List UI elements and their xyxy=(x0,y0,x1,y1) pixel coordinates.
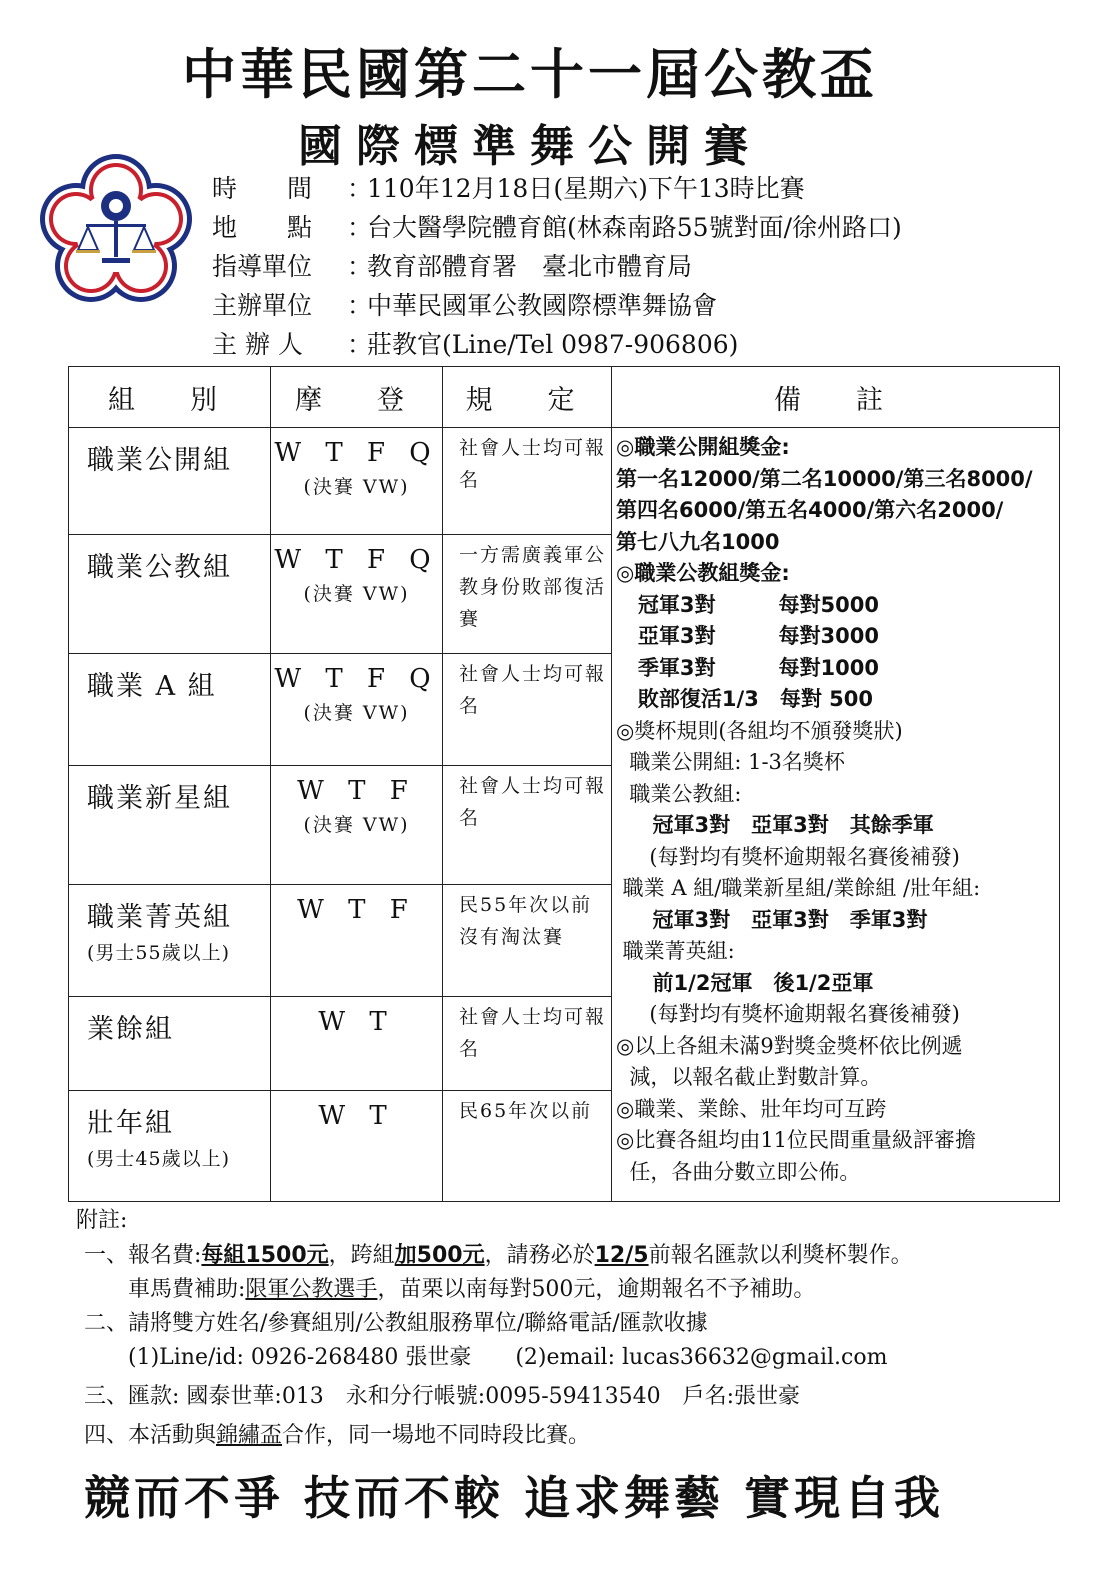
footer-line-subsidy xyxy=(84,1279,815,1301)
fee-deadline: 12/5 xyxy=(594,1243,649,1268)
coop-suffix: 合作，同一場地不同時段比賽。 xyxy=(282,1423,591,1448)
rule-cell: 社會人士均可報名 xyxy=(443,653,612,765)
header-rule: 規 定 xyxy=(443,367,612,428)
note-line: 任，各曲分數立即公佈。 xyxy=(616,1159,861,1184)
table-header-row xyxy=(69,367,1060,428)
group-name: 壯年組 xyxy=(87,1107,174,1139)
info-host xyxy=(212,332,738,357)
group-name: 職業公開組 xyxy=(87,445,232,477)
note-line: 職業菁英組: xyxy=(616,939,735,964)
footer-line-remit: 三、匯款: 國泰世華:013 永和分行帳號:0095-59413540 戶名:張世豪 xyxy=(84,1384,801,1409)
note-line: ◎比賽各組均由11位民間重量級評審擔 xyxy=(616,1128,977,1153)
rule-cell: 民65年次以前 xyxy=(443,1090,612,1201)
info-guidance xyxy=(212,254,692,279)
info-time-sep: ： xyxy=(347,174,373,203)
rule-cell: 社會人士均可報名 xyxy=(443,997,612,1090)
note-line: 職業 A 組/職業新星組/業餘組 /壯年組: xyxy=(616,876,981,901)
info-organizer xyxy=(212,293,717,318)
group-cell xyxy=(69,653,271,765)
group-name: 職業菁英組 xyxy=(87,902,232,934)
note-line: ◎獎杯規則(各組均不頒發獎狀) xyxy=(616,718,903,743)
note-line: (每對均有獎杯逾期報名賽後補發) xyxy=(616,844,960,869)
group-cell xyxy=(69,1090,271,1201)
fee-extra: 加500元 xyxy=(394,1243,485,1268)
note-line: ◎以上各組未滿9對獎金獎杯依比例遞 xyxy=(616,1033,963,1058)
group-name: 職業公教組 xyxy=(87,552,232,584)
document-title: 中華民國第二十一屆公教盃 xyxy=(182,43,878,106)
rule-cell: 社會人士均可報名 xyxy=(443,765,612,884)
fee-mid2: ，請務必於 xyxy=(484,1243,595,1268)
info-location-label: 地 點 xyxy=(212,213,313,242)
note-line: ◎職業公教組獎金: xyxy=(616,561,790,586)
group-cell xyxy=(69,885,271,997)
note-line: 前1/2冠軍 後1/2亞軍 xyxy=(616,970,874,995)
footer-line-coop xyxy=(84,1425,590,1447)
note-line: 第一名12000/第二名10000/第三名8000/ xyxy=(616,466,1033,491)
info-guidance-label: 指導單位 xyxy=(212,252,313,281)
dance-cell xyxy=(271,1090,443,1201)
note-line: 季軍3對 每對1000 xyxy=(616,655,879,680)
footer-line-submit: 二、請將雙方姓名/參賽組別/公教組服務單位/聯絡電話/匯款收據 xyxy=(84,1311,708,1336)
info-location xyxy=(212,215,902,240)
dance-list: W T F xyxy=(297,895,416,926)
fee-prefix: 一、報名費: xyxy=(84,1243,202,1268)
info-location-value: 台大醫學院體育館(林森南路55號對面/徐州路口) xyxy=(367,213,902,242)
note-line: 職業公教組: xyxy=(616,781,742,806)
coop-prefix: 四、本活動與 xyxy=(84,1423,217,1448)
group-age: (男士45歲以上) xyxy=(87,1147,231,1170)
dance-list: W T xyxy=(318,1100,395,1131)
dance-final: (決賽 VW) xyxy=(303,583,410,606)
info-location-sep: ： xyxy=(347,213,373,242)
info-time xyxy=(212,176,805,201)
footer-line-fee xyxy=(84,1245,913,1267)
group-cell xyxy=(69,535,271,653)
dance-list: W T F Q xyxy=(274,545,439,576)
group-cell xyxy=(69,997,271,1090)
info-organizer-sep: ： xyxy=(347,291,373,320)
footer-line-contact: (1)Line/id: 0926-268480 張世豪 (2)email: lucas36632@gmail.com xyxy=(84,1345,888,1370)
group-cell xyxy=(69,765,271,884)
subsidy-limit: 限軍公教選手 xyxy=(245,1277,378,1302)
emblem-logo xyxy=(38,152,194,308)
group-name: 職業 A 組 xyxy=(87,670,217,702)
competition-table xyxy=(68,366,1060,1202)
dance-list: W T F Q xyxy=(274,663,439,694)
rule-cell: 社會人士均可報名 xyxy=(443,428,612,535)
dance-list: W T F xyxy=(297,775,416,806)
rule-cell: 民55年次以前沒有淘汰賽 xyxy=(443,885,612,997)
note-line: 第七八九名1000 xyxy=(616,529,780,554)
group-name: 業餘組 xyxy=(87,1014,174,1046)
header-group: 組 別 xyxy=(69,367,271,428)
info-guidance-sep: ： xyxy=(347,252,373,281)
info-host-label: 主 辦 人 xyxy=(212,330,303,359)
info-guidance-value: 教育部體育署 臺北市體育局 xyxy=(367,252,693,281)
dance-cell xyxy=(271,885,443,997)
dance-cell xyxy=(271,428,443,535)
info-organizer-value: 中華民國軍公教國際標準舞協會 xyxy=(367,291,718,320)
fee-mid: ，跨組 xyxy=(328,1243,395,1268)
note-line: 亞軍3對 每對3000 xyxy=(616,624,879,649)
info-host-sep: ： xyxy=(347,330,373,359)
header-modern: 摩 登 xyxy=(271,367,443,428)
note-line: 減，以報名截止對數計算。 xyxy=(616,1065,882,1090)
dance-cell xyxy=(271,997,443,1090)
coop-partner: 錦繡盃 xyxy=(216,1423,283,1448)
dance-cell xyxy=(271,535,443,653)
fee-suffix: 前報名匯款以利獎杯製作。 xyxy=(648,1243,913,1268)
info-host-value: 莊教官(Line/Tel 0987-906806) xyxy=(367,330,739,359)
note-line: (每對均有獎杯逾期報名賽後補發) xyxy=(616,1002,960,1027)
notes-cell xyxy=(612,428,1060,1202)
dance-final: (決賽 VW) xyxy=(303,701,410,724)
subsidy-suffix: ，苗栗以南每對500元，逾期報名不予補助。 xyxy=(377,1277,816,1302)
note-line: ◎職業、業餘、壯年均可互跨 xyxy=(616,1096,887,1121)
info-time-value: 110年12月18日(星期六)下午13時比賽 xyxy=(367,174,805,203)
group-cell xyxy=(69,428,271,535)
slogan: 競而不爭 技而不較 追求舞藝 實現自我 xyxy=(84,1471,945,1525)
rule-cell: 一方需廣義軍公教身份敗部復活賽 xyxy=(443,535,612,653)
info-time-label: 時 間 xyxy=(212,174,313,203)
note-line: 第四名6000/第五名4000/第六名2000/ xyxy=(616,498,1004,523)
note-line: 敗部復活1/3 每對 500 xyxy=(616,687,873,712)
group-name: 職業新星組 xyxy=(87,782,232,814)
dance-cell xyxy=(271,765,443,884)
dance-final: (決賽 VW) xyxy=(303,476,410,499)
note-line: ◎職業公開組獎金: xyxy=(616,435,790,460)
note-line: 職業公開組: 1-3名獎杯 xyxy=(616,750,845,775)
group-age: (男士55歲以上) xyxy=(87,942,231,965)
note-line: 冠軍3對 每對5000 xyxy=(616,592,879,617)
note-line: 冠軍3對 亞軍3對 其餘季軍 xyxy=(616,813,934,838)
subsidy-prefix: 車馬費補助: xyxy=(84,1277,246,1302)
header-notes: 備 註 xyxy=(612,367,1060,428)
document-subtitle: 國際標準舞公開賽 xyxy=(298,121,762,172)
info-organizer-label: 主辦單位 xyxy=(212,291,313,320)
dance-list: W T F Q xyxy=(274,438,439,469)
footer-head: 附註: xyxy=(76,1208,128,1233)
dance-list: W T xyxy=(318,1007,395,1038)
note-line: 冠軍3對 亞軍3對 季軍3對 xyxy=(616,907,928,932)
dance-cell xyxy=(271,653,443,765)
dance-final: (決賽 VW) xyxy=(303,813,410,836)
table-row xyxy=(69,428,1060,535)
fee-amount: 每組1500元 xyxy=(201,1243,329,1268)
